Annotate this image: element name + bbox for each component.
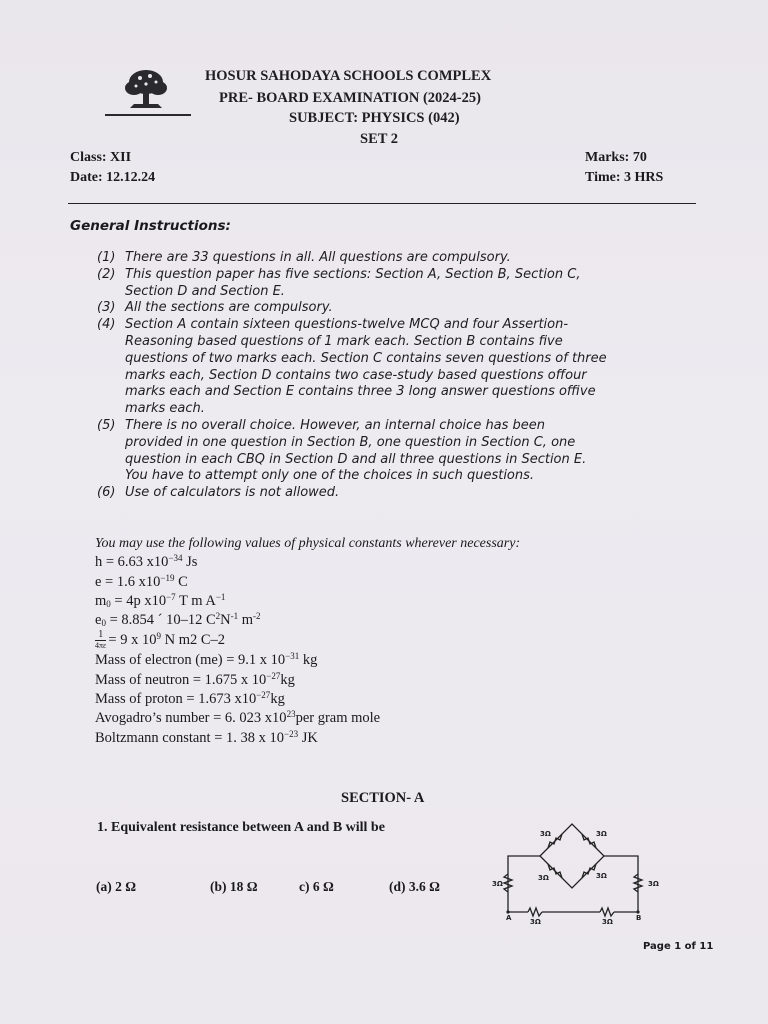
option-a: (a) 2 Ω	[96, 879, 137, 894]
instruction-line: There are 33 questions in all. All questions are compulsory.	[125, 250, 511, 265]
resistor-label: 3Ω	[596, 872, 607, 880]
instruction-item-2	[97, 267, 607, 301]
option-b: (b) 18 Ω	[210, 879, 258, 894]
exam-title: PRE- BOARD EXAMINATION (2024-25)	[219, 90, 481, 106]
terminal-a-label: A	[506, 914, 512, 922]
instructions-title: General Instructions:	[70, 218, 231, 234]
constant-boltzmann: Boltzmann constant = 1. 38 x $10^{-23}$ JK	[95, 728, 318, 746]
date-label: Date: 12.12.24	[70, 170, 156, 185]
constant-proton-mass: Mass of proton = 1.673 $x10^{-27}kg$	[95, 690, 285, 708]
time-label: Time: 3 HRS	[585, 170, 664, 185]
resistor-label: 3Ω	[492, 880, 503, 888]
instruction-line: Use of calculators is not allowed.	[125, 485, 340, 501]
instruction-line: questions of two marks each. Section C contains seven questions of three	[125, 350, 607, 366]
constant-avogadro: Avogadro’s number = 6. 023 $x10^{23}per$ gram mole	[95, 709, 381, 727]
resistor-label: 3Ω	[596, 830, 607, 838]
instruction-line: This question paper has five sections: Section A, Section B, Section C,	[125, 266, 581, 282]
instruction-number: (5)	[97, 417, 116, 433]
constants-block	[95, 534, 520, 748]
constant-planck: h = 6.63 $x10^{-34}$ Js	[95, 553, 198, 571]
instruction-line: All the sections are compulsory.	[125, 300, 333, 316]
instruction-item-1	[97, 250, 607, 267]
question-1-text: 1. Equivalent resistance between A and B will be	[97, 820, 385, 835]
resistor-label: 3Ω	[538, 874, 549, 882]
school-name: HOSUR SAHODAYA SCHOOLS COMPLEX	[205, 68, 492, 84]
instruction-line: provided in one question in Section B, one question in Section C, one	[125, 434, 576, 450]
instruction-number: (2)	[97, 266, 116, 282]
instruction-line: marks each.	[125, 401, 205, 417]
constant-coulomb: $\frac{1}{4\pi\varepsilon}$ = 9 x $10^9$ N m2 C–2	[95, 629, 226, 651]
constant-mu0: $m_0 = 4p$ $x10^{-7}$ T m $A^{-1}$	[95, 591, 226, 609]
header-divider	[68, 203, 696, 204]
resistor-label: 3Ω	[602, 918, 613, 926]
instruction-item-5	[97, 418, 607, 485]
instruction-line: You have to attempt only one of the choices in such questions.	[125, 468, 535, 484]
resistor-label: 3Ω	[648, 880, 659, 888]
instruction-line: question in each CBQ in Section D and all three questions in Section E.	[125, 451, 587, 467]
resistor-network-diagram	[488, 818, 668, 930]
school-logo-tree-icon	[100, 64, 196, 122]
section-a-title: SECTION- A	[341, 790, 425, 806]
resistor-label: 3Ω	[530, 918, 541, 926]
marks-label: Marks: 70	[585, 150, 647, 165]
resistor-label: 3Ω	[540, 830, 551, 838]
instruction-number: (1)	[97, 250, 116, 265]
instruction-line: Section A contain sixteen questions-twelve MCQ and four Assertion-	[125, 317, 569, 333]
instruction-item-6	[97, 485, 607, 502]
page-number: Page 1 of 11	[643, 941, 714, 952]
instruction-number: (6)	[97, 485, 116, 501]
set-number: SET 2	[360, 131, 399, 147]
instruction-line: Section D and Section E.	[125, 283, 285, 299]
instruction-line: There is no overall choice. However, an internal choice has been	[125, 417, 546, 433]
constants-intro: You may use the following values of physical constants wherever necessary:	[95, 536, 521, 551]
instruction-line: marks each, Section D contains two case-study based questions offour	[125, 367, 587, 383]
terminal-b-label: B	[636, 914, 642, 922]
instruction-line: Reasoning based questions of 1 mark each. Section B contains five	[125, 333, 563, 349]
constant-neutron-mass: Mass of neutron = 1.675 x $10^{-27}kg$	[95, 670, 295, 688]
subject-title: SUBJECT: PHYSICS (042)	[289, 110, 460, 126]
instruction-line: marks each and Section E contains three 3 long answer questions offive	[125, 384, 596, 400]
option-c: c) 6 Ω	[299, 879, 334, 894]
option-d: (d) 3.6 Ω	[389, 879, 440, 894]
instruction-item-3	[97, 300, 607, 317]
instruction-number: (4)	[97, 317, 116, 333]
instruction-item-4	[97, 317, 607, 418]
constant-eps0: $e_0 = 8.854$ ´ 10–12 $C^2N^{-1}$ $m^{-2}$	[95, 611, 261, 629]
constant-electron-mass: Mass of electron (me) = 9.1 x $10^{-31}$ kg	[95, 651, 318, 669]
coulomb-fraction: $\frac{1}{4\pi\varepsilon}$	[95, 629, 107, 651]
instruction-number: (3)	[97, 300, 116, 316]
class-label: Class: XII	[70, 150, 132, 165]
constant-electron-charge: e = 1.6 $x10^{-19}$ C	[95, 572, 188, 590]
instructions-list	[97, 250, 607, 502]
